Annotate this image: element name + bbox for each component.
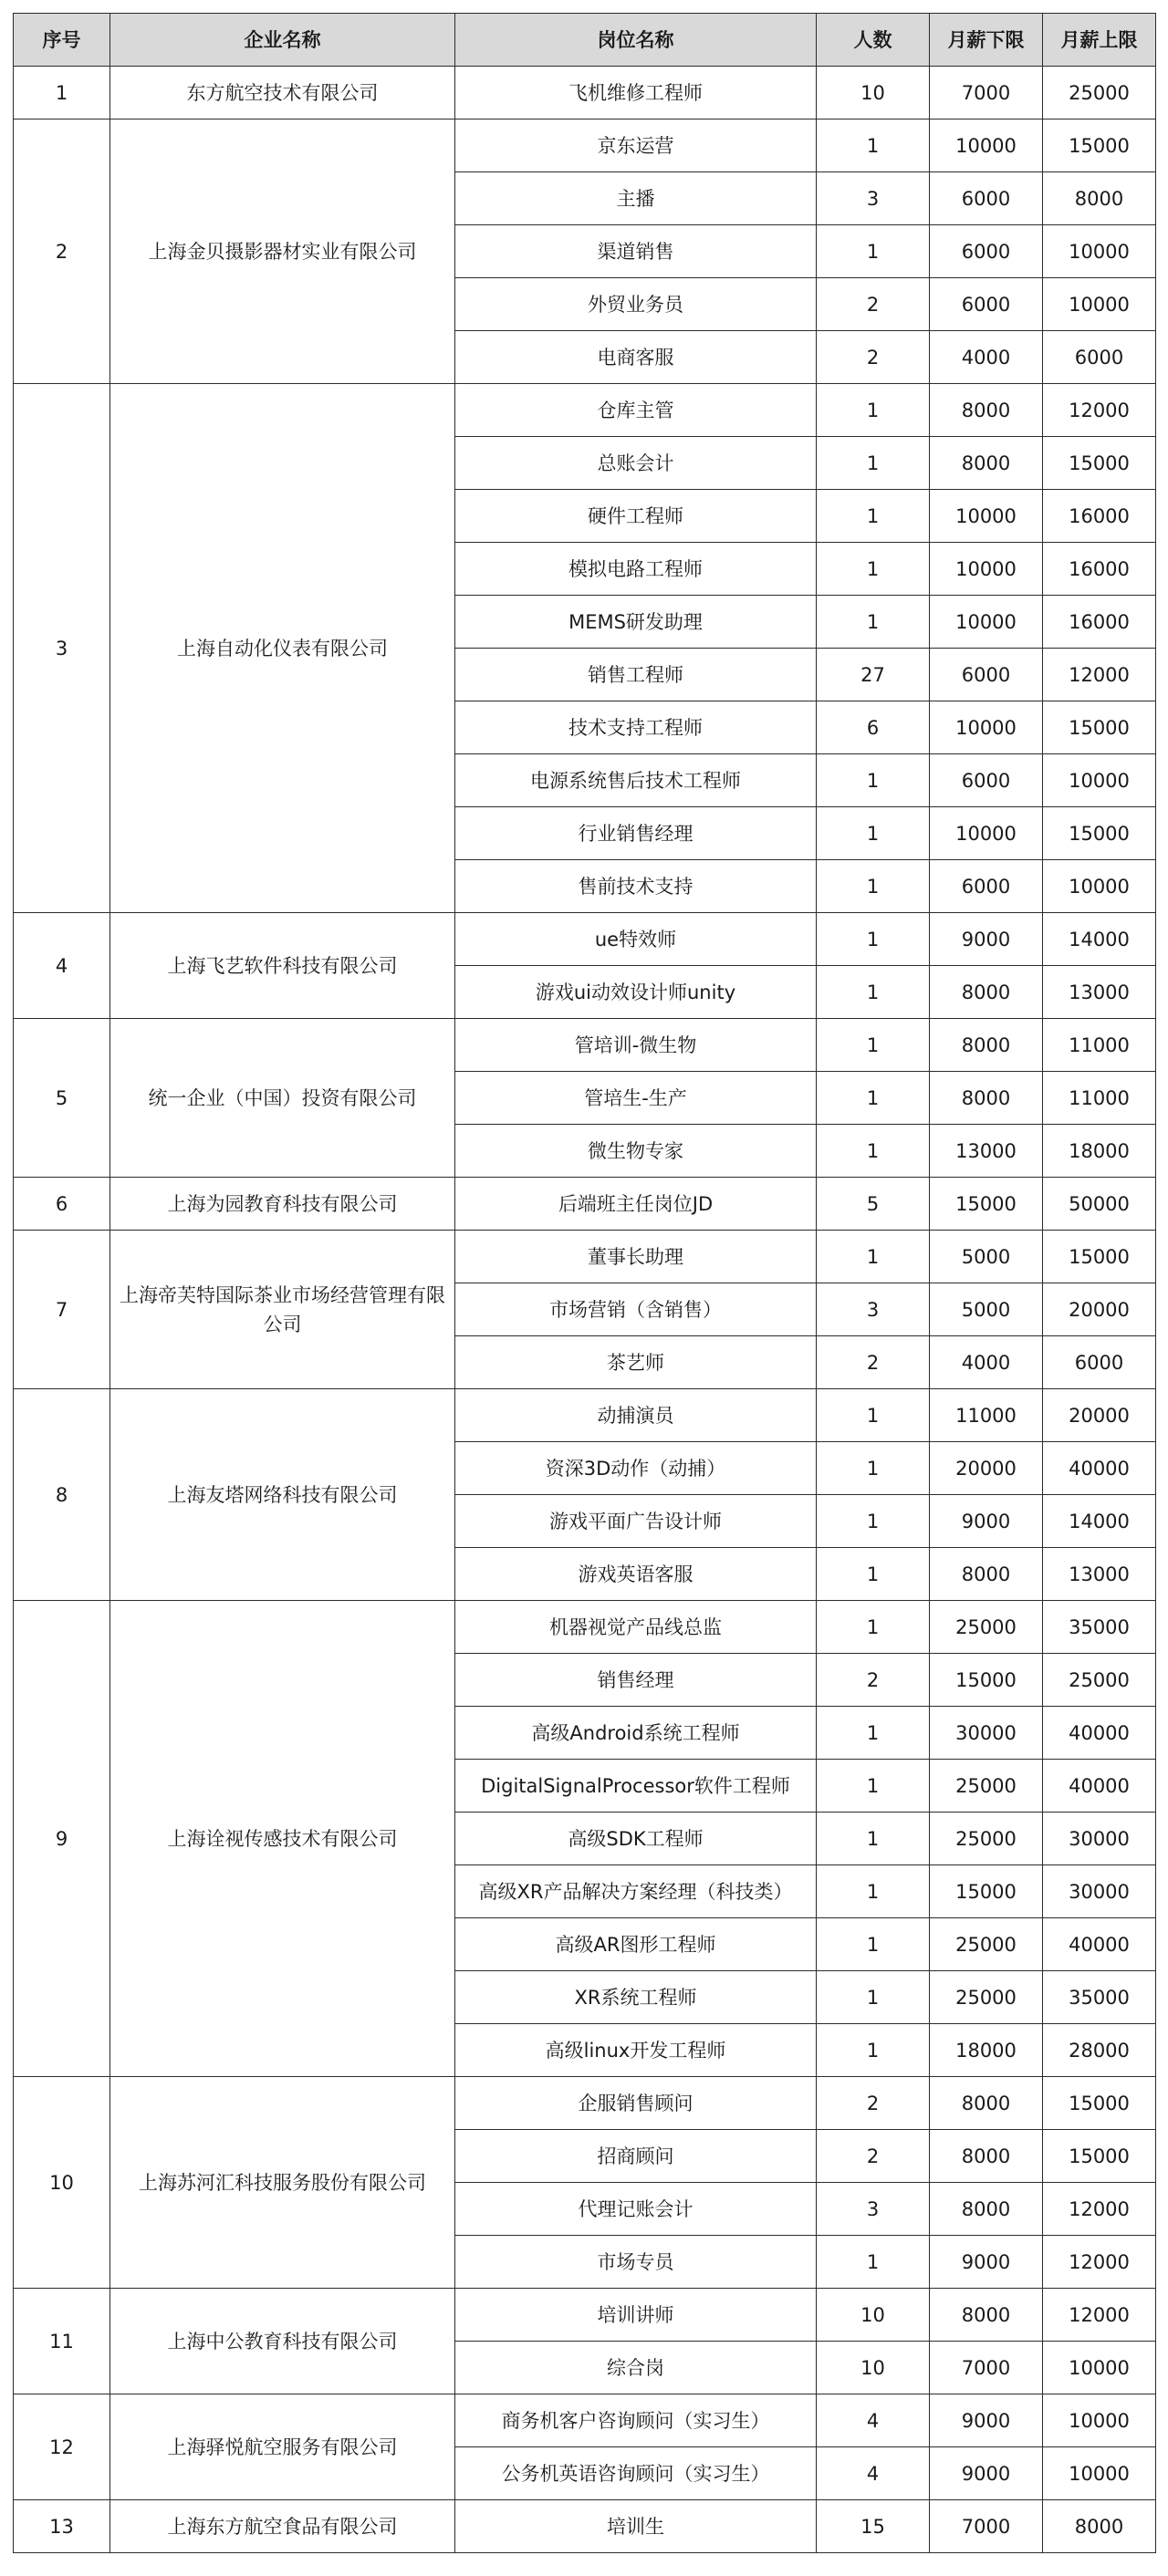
- company-name: 上海自动化仪表有限公司: [110, 384, 455, 913]
- headcount: 1: [817, 384, 930, 437]
- salary-low: 8000: [930, 384, 1043, 437]
- table-row: [14, 2500, 1156, 2553]
- salary-low: 15000: [930, 1865, 1043, 1918]
- company-name: 统一企业（中国）投资有限公司: [110, 1019, 455, 1178]
- salary-high: 13000: [1043, 1548, 1156, 1601]
- job-title: 仓库主管: [455, 384, 817, 437]
- job-title: 销售经理: [455, 1654, 817, 1707]
- company-name: 东方航空技术有限公司: [110, 67, 455, 119]
- salary-high: 40000: [1043, 1442, 1156, 1495]
- job-title: 技术支持工程师: [455, 701, 817, 754]
- salary-high: 10000: [1043, 2447, 1156, 2500]
- company-name: 上海金贝摄影器材实业有限公司: [110, 119, 455, 384]
- salary-high: 10000: [1043, 278, 1156, 331]
- salary-high: 10000: [1043, 2342, 1156, 2394]
- headcount: 1: [817, 596, 930, 649]
- job-title: 总账会计: [455, 437, 817, 490]
- job-title: 市场营销（含销售）: [455, 1283, 817, 1336]
- salary-low: 9000: [930, 2394, 1043, 2447]
- row-index: 4: [14, 913, 110, 1019]
- job-title: 公务机英语咨询顾问（实习生）: [455, 2447, 817, 2500]
- salary-low: 13000: [930, 1125, 1043, 1178]
- row-index: 1: [14, 67, 110, 119]
- salary-high: 30000: [1043, 1865, 1156, 1918]
- headcount: 1: [817, 490, 930, 543]
- salary-low: 6000: [930, 754, 1043, 807]
- salary-low: 6000: [930, 225, 1043, 278]
- table-row: [14, 1178, 1156, 1231]
- job-title: 资深3D动作（动捕）: [455, 1442, 817, 1495]
- job-title: 后端班主任岗位JD: [455, 1178, 817, 1231]
- salary-high: 11000: [1043, 1019, 1156, 1072]
- salary-low: 10000: [930, 543, 1043, 596]
- headcount: 1: [817, 1231, 930, 1283]
- headcount: 1: [817, 1072, 930, 1125]
- salary-high: 40000: [1043, 1760, 1156, 1813]
- headcount: 3: [817, 172, 930, 225]
- salary-low: 9000: [930, 913, 1043, 966]
- job-title: 动捕演员: [455, 1389, 817, 1442]
- salary-low: 10000: [930, 701, 1043, 754]
- job-title: 茶艺师: [455, 1336, 817, 1389]
- salary-low: 7000: [930, 2342, 1043, 2394]
- salary-low: 8000: [930, 1548, 1043, 1601]
- company-name: 上海东方航空食品有限公司: [110, 2500, 455, 2553]
- headcount: 1: [817, 807, 930, 860]
- job-title: 董事长助理: [455, 1231, 817, 1283]
- job-title: XR系统工程师: [455, 1971, 817, 2024]
- table-header-row: [14, 14, 1156, 67]
- job-title: 商务机客户咨询顾问（实习生）: [455, 2394, 817, 2447]
- salary-low: 6000: [930, 172, 1043, 225]
- salary-high: 16000: [1043, 596, 1156, 649]
- job-title: 电源系统售后技术工程师: [455, 754, 817, 807]
- job-title: 市场专员: [455, 2236, 817, 2289]
- salary-low: 30000: [930, 1707, 1043, 1760]
- job-title: 硬件工程师: [455, 490, 817, 543]
- salary-high: 10000: [1043, 2394, 1156, 2447]
- table-body: [14, 67, 1156, 2553]
- salary-low: 20000: [930, 1442, 1043, 1495]
- job-title: 高级Android系统工程师: [455, 1707, 817, 1760]
- job-title: 培训生: [455, 2500, 817, 2553]
- job-title: 管培生-生产: [455, 1072, 817, 1125]
- salary-low: 25000: [930, 1760, 1043, 1813]
- salary-high: 15000: [1043, 1231, 1156, 1283]
- headcount: 15: [817, 2500, 930, 2553]
- header-company: 企业名称: [110, 14, 455, 67]
- salary-low: 10000: [930, 596, 1043, 649]
- job-title: 综合岗: [455, 2342, 817, 2394]
- headcount: 1: [817, 1495, 930, 1548]
- table-row: [14, 1019, 1156, 1072]
- headcount: 1: [817, 2024, 930, 2077]
- salary-low: 8000: [930, 1072, 1043, 1125]
- header-index: 序号: [14, 14, 110, 67]
- salary-low: 8000: [930, 2183, 1043, 2236]
- salary-low: 9000: [930, 1495, 1043, 1548]
- headcount: 1: [817, 1548, 930, 1601]
- headcount: 1: [817, 860, 930, 913]
- headcount: 1: [817, 966, 930, 1019]
- salary-high: 14000: [1043, 913, 1156, 966]
- salary-low: 25000: [930, 1918, 1043, 1971]
- salary-low: 8000: [930, 2130, 1043, 2183]
- headcount: 1: [817, 1019, 930, 1072]
- salary-low: 9000: [930, 2447, 1043, 2500]
- headcount: 1: [817, 913, 930, 966]
- salary-low: 4000: [930, 331, 1043, 384]
- job-title: 售前技术支持: [455, 860, 817, 913]
- salary-high: 35000: [1043, 1601, 1156, 1654]
- company-name: 上海帝芙特国际茶业市场经营管理有限公司: [110, 1231, 455, 1389]
- headcount: 6: [817, 701, 930, 754]
- salary-low: 8000: [930, 966, 1043, 1019]
- header-salary-high: 月薪上限: [1043, 14, 1156, 67]
- company-name: 上海飞艺软件科技有限公司: [110, 913, 455, 1019]
- headcount: 1: [817, 1760, 930, 1813]
- job-title: 微生物专家: [455, 1125, 817, 1178]
- salary-low: 10000: [930, 490, 1043, 543]
- job-title: 游戏ui动效设计师unity: [455, 966, 817, 1019]
- salary-high: 30000: [1043, 1813, 1156, 1865]
- job-title: 销售工程师: [455, 649, 817, 701]
- table-row: [14, 384, 1156, 437]
- header-job-title: 岗位名称: [455, 14, 817, 67]
- headcount: 10: [817, 67, 930, 119]
- job-title: 外贸业务员: [455, 278, 817, 331]
- headcount: 1: [817, 754, 930, 807]
- salary-high: 25000: [1043, 1654, 1156, 1707]
- salary-low: 25000: [930, 1971, 1043, 2024]
- headcount: 1: [817, 225, 930, 278]
- salary-high: 11000: [1043, 1072, 1156, 1125]
- row-index: 8: [14, 1389, 110, 1601]
- headcount: 1: [817, 1971, 930, 2024]
- salary-high: 16000: [1043, 490, 1156, 543]
- row-index: 13: [14, 2500, 110, 2553]
- salary-low: 5000: [930, 1283, 1043, 1336]
- row-index: 12: [14, 2394, 110, 2500]
- salary-high: 12000: [1043, 649, 1156, 701]
- salary-low: 8000: [930, 2289, 1043, 2342]
- table-row: [14, 2394, 1156, 2447]
- salary-low: 15000: [930, 1178, 1043, 1231]
- salary-high: 12000: [1043, 2183, 1156, 2236]
- salary-high: 15000: [1043, 2077, 1156, 2130]
- job-title: 招商顾问: [455, 2130, 817, 2183]
- job-title: 行业销售经理: [455, 807, 817, 860]
- headcount: 1: [817, 119, 930, 172]
- table-row: [14, 2077, 1156, 2130]
- salary-low: 10000: [930, 807, 1043, 860]
- table-row: [14, 1231, 1156, 1283]
- salary-low: 6000: [930, 860, 1043, 913]
- row-index: 9: [14, 1601, 110, 2077]
- headcount: 1: [817, 543, 930, 596]
- salary-high: 40000: [1043, 1707, 1156, 1760]
- salary-high: 15000: [1043, 437, 1156, 490]
- job-title: 企服销售顾问: [455, 2077, 817, 2130]
- salary-high: 15000: [1043, 807, 1156, 860]
- salary-high: 10000: [1043, 860, 1156, 913]
- row-index: 3: [14, 384, 110, 913]
- salary-high: 28000: [1043, 2024, 1156, 2077]
- job-title: 管培训-微生物: [455, 1019, 817, 1072]
- salary-low: 8000: [930, 437, 1043, 490]
- job-title: 飞机维修工程师: [455, 67, 817, 119]
- salary-low: 9000: [930, 2236, 1043, 2289]
- headcount: 1: [817, 1442, 930, 1495]
- header-salary-low: 月薪下限: [930, 14, 1043, 67]
- job-title: 机器视觉产品线总监: [455, 1601, 817, 1654]
- headcount: 1: [817, 1918, 930, 1971]
- headcount: 1: [817, 1813, 930, 1865]
- salary-high: 13000: [1043, 966, 1156, 1019]
- salary-high: 15000: [1043, 701, 1156, 754]
- job-title: 游戏英语客服: [455, 1548, 817, 1601]
- job-table-container: [13, 13, 1155, 2553]
- row-index: 7: [14, 1231, 110, 1389]
- job-title: DigitalSignalProcessor软件工程师: [455, 1760, 817, 1813]
- job-title: ue特效师: [455, 913, 817, 966]
- salary-high: 6000: [1043, 331, 1156, 384]
- headcount: 5: [817, 1178, 930, 1231]
- salary-high: 14000: [1043, 1495, 1156, 1548]
- salary-low: 25000: [930, 1813, 1043, 1865]
- job-title: MEMS研发助理: [455, 596, 817, 649]
- salary-high: 15000: [1043, 119, 1156, 172]
- headcount: 2: [817, 331, 930, 384]
- headcount: 4: [817, 2394, 930, 2447]
- salary-low: 15000: [930, 1654, 1043, 1707]
- salary-high: 50000: [1043, 1178, 1156, 1231]
- salary-high: 16000: [1043, 543, 1156, 596]
- table-row: [14, 119, 1156, 172]
- headcount: 10: [817, 2342, 930, 2394]
- salary-high: 10000: [1043, 225, 1156, 278]
- salary-high: 20000: [1043, 1283, 1156, 1336]
- salary-low: 7000: [930, 2500, 1043, 2553]
- table-row: [14, 1389, 1156, 1442]
- table-row: [14, 2289, 1156, 2342]
- job-title: 游戏平面广告设计师: [455, 1495, 817, 1548]
- salary-low: 25000: [930, 1601, 1043, 1654]
- job-title: 高级AR图形工程师: [455, 1918, 817, 1971]
- salary-high: 40000: [1043, 1918, 1156, 1971]
- salary-high: 25000: [1043, 67, 1156, 119]
- salary-high: 12000: [1043, 384, 1156, 437]
- row-index: 11: [14, 2289, 110, 2394]
- job-title: 高级SDK工程师: [455, 1813, 817, 1865]
- job-title: 高级XR产品解决方案经理（科技类）: [455, 1865, 817, 1918]
- job-title: 高级linux开发工程师: [455, 2024, 817, 2077]
- salary-low: 11000: [930, 1389, 1043, 1442]
- salary-high: 15000: [1043, 2130, 1156, 2183]
- headcount: 3: [817, 1283, 930, 1336]
- job-title: 京东运营: [455, 119, 817, 172]
- salary-low: 8000: [930, 1019, 1043, 1072]
- headcount: 3: [817, 2183, 930, 2236]
- row-index: 5: [14, 1019, 110, 1178]
- salary-high: 8000: [1043, 2500, 1156, 2553]
- salary-high: 6000: [1043, 1336, 1156, 1389]
- salary-low: 10000: [930, 119, 1043, 172]
- company-name: 上海为园教育科技有限公司: [110, 1178, 455, 1231]
- headcount: 1: [817, 1389, 930, 1442]
- headcount: 1: [817, 2236, 930, 2289]
- table-row: [14, 913, 1156, 966]
- salary-high: 20000: [1043, 1389, 1156, 1442]
- company-name: 上海友塔网络科技有限公司: [110, 1389, 455, 1601]
- header-count: 人数: [817, 14, 930, 67]
- headcount: 2: [817, 2130, 930, 2183]
- headcount: 4: [817, 2447, 930, 2500]
- headcount: 1: [817, 1707, 930, 1760]
- salary-high: 12000: [1043, 2289, 1156, 2342]
- headcount: 2: [817, 2077, 930, 2130]
- job-title: 渠道销售: [455, 225, 817, 278]
- headcount: 1: [817, 437, 930, 490]
- job-title: 模拟电路工程师: [455, 543, 817, 596]
- table-row: [14, 67, 1156, 119]
- headcount: 27: [817, 649, 930, 701]
- table-row: [14, 1601, 1156, 1654]
- salary-high: 12000: [1043, 2236, 1156, 2289]
- salary-high: 35000: [1043, 1971, 1156, 2024]
- job-listing-table: [13, 13, 1156, 2553]
- salary-low: 7000: [930, 67, 1043, 119]
- job-title: 培训讲师: [455, 2289, 817, 2342]
- salary-low: 6000: [930, 649, 1043, 701]
- headcount: 2: [817, 1654, 930, 1707]
- headcount: 1: [817, 1865, 930, 1918]
- salary-high: 18000: [1043, 1125, 1156, 1178]
- company-name: 上海苏河汇科技服务股份有限公司: [110, 2077, 455, 2289]
- job-title: 代理记账会计: [455, 2183, 817, 2236]
- company-name: 上海中公教育科技有限公司: [110, 2289, 455, 2394]
- row-index: 6: [14, 1178, 110, 1231]
- company-name: 上海诠视传感技术有限公司: [110, 1601, 455, 2077]
- row-index: 2: [14, 119, 110, 384]
- salary-high: 10000: [1043, 754, 1156, 807]
- headcount: 1: [817, 1601, 930, 1654]
- salary-low: 5000: [930, 1231, 1043, 1283]
- company-name: 上海驿悦航空服务有限公司: [110, 2394, 455, 2500]
- headcount: 2: [817, 278, 930, 331]
- salary-low: 4000: [930, 1336, 1043, 1389]
- headcount: 10: [817, 2289, 930, 2342]
- row-index: 10: [14, 2077, 110, 2289]
- salary-low: 6000: [930, 278, 1043, 331]
- salary-low: 8000: [930, 2077, 1043, 2130]
- salary-low: 18000: [930, 2024, 1043, 2077]
- headcount: 2: [817, 1336, 930, 1389]
- job-title: 主播: [455, 172, 817, 225]
- salary-high: 8000: [1043, 172, 1156, 225]
- headcount: 1: [817, 1125, 930, 1178]
- job-title: 电商客服: [455, 331, 817, 384]
